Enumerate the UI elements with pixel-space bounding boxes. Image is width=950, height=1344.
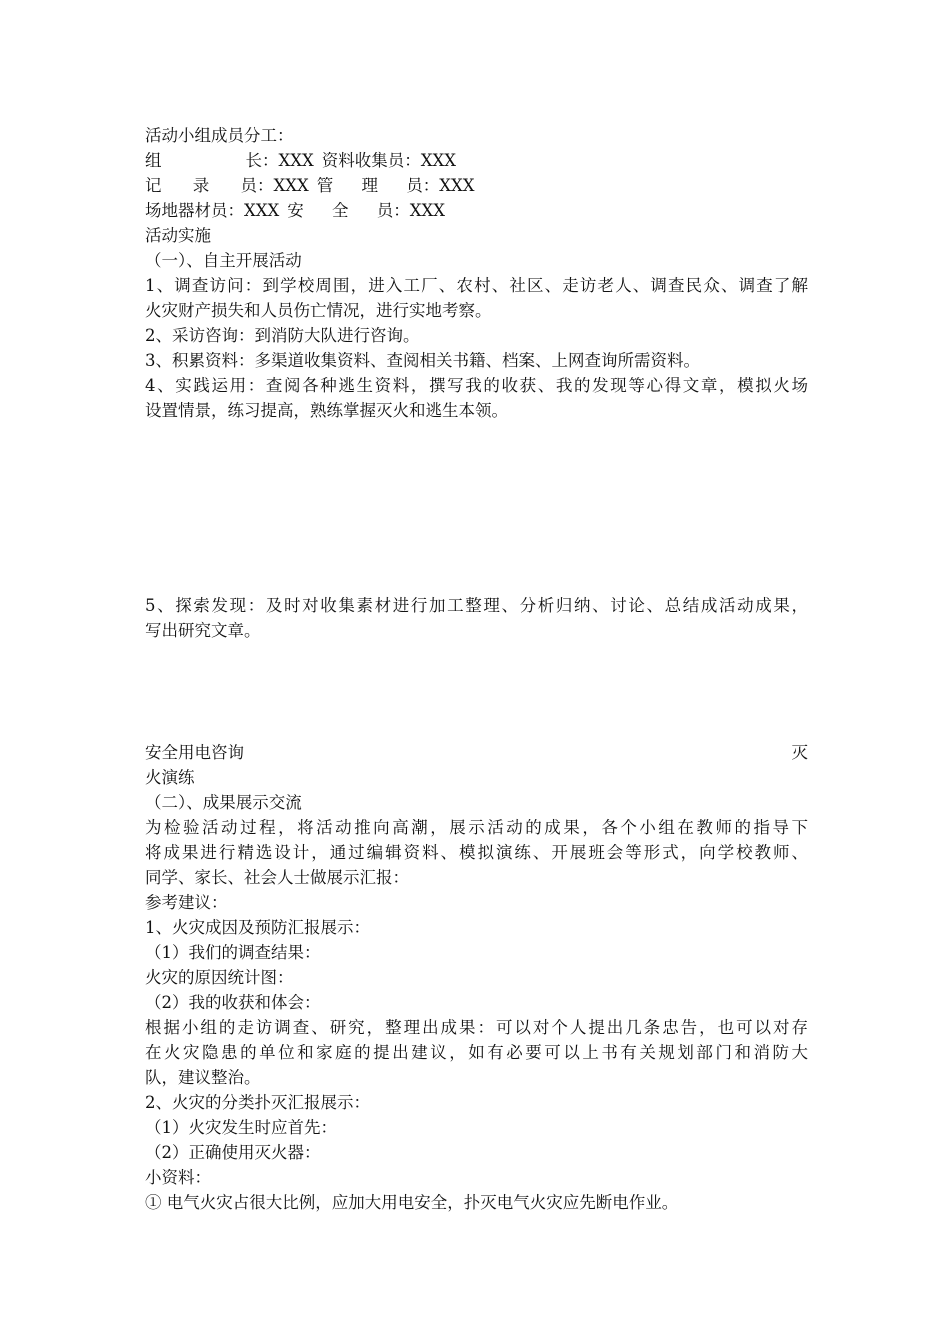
item5-line2: 写出研究文章。 xyxy=(145,621,261,640)
member-row-1 xyxy=(145,149,456,173)
role-leader: 组长 xyxy=(145,151,262,170)
results-intro-line3: 同学、家长、社会人士做展示汇报： xyxy=(145,868,409,887)
role-manager-value: ：XXX xyxy=(422,176,475,195)
role-recorder-value: ：XXX xyxy=(257,176,309,195)
para-line3: 队，建议整治。 xyxy=(145,1068,261,1087)
division-heading: 活动小组成员分工： xyxy=(145,126,294,145)
suggestion-2-2: （2）正确使用灭火器： xyxy=(145,1143,321,1162)
suggestion-1-2: （2）我的收获和体会： xyxy=(145,993,321,1012)
caption-drill-start: 灭 xyxy=(791,743,808,762)
item1-line2: 火灾财产损失和人员伤亡情况，进行实地考察。 xyxy=(145,301,492,320)
info-heading: 小资料： xyxy=(145,1168,211,1187)
item2: 2、采访咨询：到消防大队进行咨询。 xyxy=(145,326,420,345)
role-leader-value: ：XXX xyxy=(262,151,314,170)
role-recorder: 记录员 xyxy=(145,176,257,195)
suggestions-heading: 参考建议： xyxy=(145,893,228,912)
suggestion-1-1: （1）我们的调查结果： xyxy=(145,943,321,962)
role-venue-value: ：XXX xyxy=(227,201,280,220)
results-intro-line1: 为检验活动过程，将活动推向高潮，展示活动的成果，各个小组在教师的指导下 xyxy=(145,818,808,837)
caption-drill-end: 火演练 xyxy=(145,768,195,787)
implementation-heading: 活动实施 xyxy=(145,226,211,245)
results-intro-line2: 将成果进行精选设计，通过编辑资料、模拟演练、开展班会等形式，向学校教师、 xyxy=(145,843,808,862)
part1-heading: （一）、自主开展活动 xyxy=(145,251,302,270)
item3: 3、积累资料：多渠道收集资料、查阅相关书籍、档案、上网查询所需资料。 xyxy=(145,351,700,370)
item4-line2: 设置情景，练习提高，熟练掌握灭火和逃生本领。 xyxy=(145,401,508,420)
info-item-1: ① 电气火灾占很大比例，应加大用电安全，扑灭电气火灾应先断电作业。 xyxy=(145,1193,679,1212)
member-row-2 xyxy=(145,174,475,198)
part2-heading: （二）、成果展示交流 xyxy=(145,793,302,812)
role-collector-value: ：XXX xyxy=(404,151,456,170)
item1-line1: 1、调查访问：到学校周围，进入工厂、农村、社区、走访老人、调查民众、调查了解 xyxy=(145,276,808,295)
role-venue: 场地器材员 xyxy=(145,201,228,220)
suggestion-1: 1、火灾成因及预防汇报展示： xyxy=(145,918,370,937)
para-line1: 根据小组的走访调查、研究，整理出成果：可以对个人提出几条忠告，也可以对存 xyxy=(145,1018,808,1037)
suggestion-2: 2、火灾的分类扑灭汇报展示： xyxy=(145,1093,370,1112)
chart-label: 火灾的原因统计图： xyxy=(145,968,294,987)
role-safety-value: ：XXX xyxy=(393,201,445,220)
member-row-3 xyxy=(145,199,445,223)
caption-electric-safety: 安全用电咨询 xyxy=(145,743,244,762)
item5-line1: 5、探索发现：及时对收集素材进行加工整理、分析归纳、讨论、总结成活动成果， xyxy=(145,596,808,615)
para-line2: 在火灾隐患的单位和家庭的提出建议，如有必要可以上书有关规划部门和消防大 xyxy=(145,1043,808,1062)
role-safety: 安全员 xyxy=(287,201,394,220)
item4-line1: 4、实践运用：查阅各种逃生资料，撰写我的收获、我的发现等心得文章，模拟火场 xyxy=(145,376,808,395)
role-collector: 资料收集员 xyxy=(321,151,405,170)
role-manager: 管理员 xyxy=(316,176,423,195)
photo-captions xyxy=(145,741,808,765)
suggestion-2-1: （1）火灾发生时应首先： xyxy=(145,1118,337,1137)
